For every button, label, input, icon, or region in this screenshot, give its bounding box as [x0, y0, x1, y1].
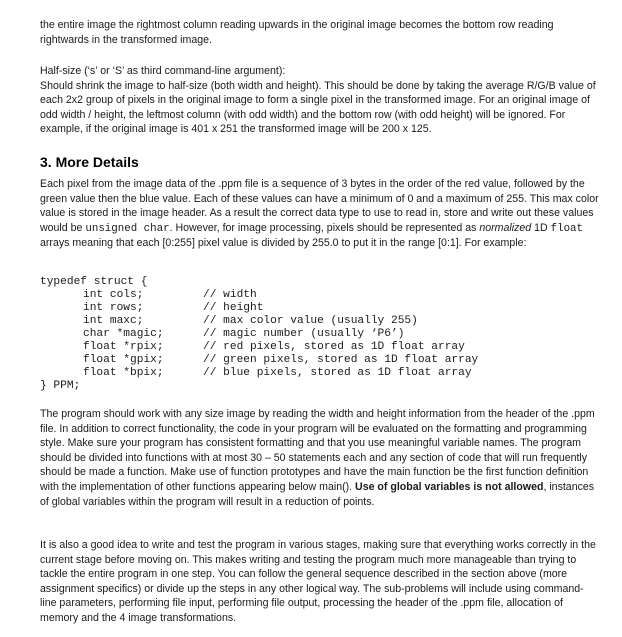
code-field-comment: // width	[203, 289, 257, 301]
paragraph-half-size	[40, 64, 600, 137]
bold-global-variables: Use of global variables is not allowed	[355, 480, 544, 493]
half-size-title: Half-size (‘s’ or ‘S’ as third command-line argument):	[40, 65, 286, 77]
code-field-decl: int rows;	[83, 302, 144, 314]
code-field-decl: int cols;	[83, 289, 144, 301]
code-struct-close: } PPM;	[40, 380, 81, 392]
paragraph-pixel-details	[40, 177, 600, 251]
code-field-comment: // height	[203, 302, 264, 314]
details-text-1: Each pixel from the image data of the .ppm file is a sequence of 3 bytes in the order of the red value, followed by the green value then the blue value. Each of these values can have a minimum of 0 and a maximum of 255. This max color value is stored in the image header. As a result the correct data type to use to read in, store and write out these values would be	[40, 178, 599, 234]
code-field-comment: // max color value (usually 255)	[203, 315, 418, 327]
code-field-comment: // magic number (usually ‘P6’)	[203, 328, 405, 340]
paragraph-stages: It is also a good idea to write and test the program in various stages, making sure that everything works correctly in the current stage before moving on. This makes writing and testing the program much more manageable than trying to tackle the entire program in one step. You can follow the general sequence described in the section above (more assignment specifics) or divide up the steps in any other logical way. The sub-problems will include using command-line parameters, performing file input, performing file output, processing the header of the .ppm file, allocation of memory and the 4 image transformations.	[40, 539, 596, 624]
code-field-comment: // green pixels, stored as 1D float array	[203, 354, 479, 366]
code-field-decl: int maxc;	[83, 315, 144, 327]
inline-code-unsigned-char: unsigned char	[85, 222, 170, 235]
code-field-decl: char *magic;	[83, 328, 164, 340]
code-field-decl: float *bpix;	[83, 367, 164, 379]
program-text-tail: , instances of global variables within the program will result in a reduction of points.	[40, 480, 595, 508]
paragraph-program-requirements	[40, 407, 600, 509]
paragraph-rotation-end: the entire image the rightmost column reading upwards in the original image becomes the bottom row reading rightwards in the transformed image.	[40, 19, 554, 46]
details-text-3: 1D	[531, 221, 551, 234]
code-field-decl: float *rpix;	[83, 341, 164, 353]
section-heading-more-details: 3. More Details	[40, 154, 139, 170]
italic-normalized: normalized	[479, 221, 532, 234]
code-struct-open: typedef struct {	[40, 276, 148, 288]
code-field-decl: float *gpix;	[83, 354, 164, 366]
program-text: The program should work with any size image by reading the width and height information from the header of the .ppm file. In addition to correct functionality, the code in your program will be evaluated on the formatting and programming style. Make sure your program has consistent formatting and that you use meaningful variable names. The program should be divided into functions with at most 30 – 50 statements each and any section of code that will run frequently should be made a function. Make use of function prototypes and have the main function be the first function definition with the implementation of other functions appearing below main().	[40, 408, 595, 493]
code-field-comment: // red pixels, stored as 1D float array	[203, 341, 465, 353]
details-text-2: . However, for image processing, pixels should be represented as	[169, 221, 480, 234]
code-field-comment: // blue pixels, stored as 1D float array	[203, 367, 472, 379]
inline-code-float: float	[550, 222, 584, 235]
code-block-ppm-struct	[40, 276, 600, 396]
details-text-4: arrays meaning that each [0:255] pixel value is divided by 255.0 to put it in the range [0:1]. For example:	[40, 237, 527, 250]
half-size-body: Should shrink the image to half-size (both width and height). This should be done by taking the average R/G/B value of each 2x2 group of pixels in the original image to form a single pixel in the transformed image. For an original image of odd width / height, the leftmost column (with odd width) and the bottom row (with odd height) will be ignored. For example, if the original image is 401 x 251 the transformed image will be 200 x 125.	[40, 79, 596, 136]
